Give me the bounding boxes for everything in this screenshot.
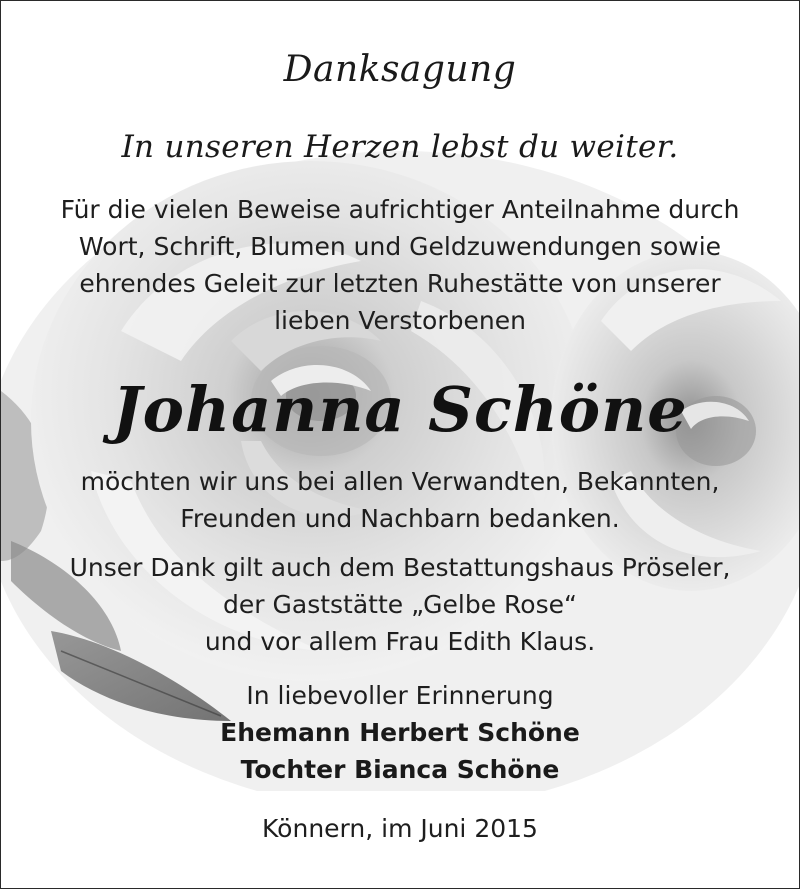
thanks-paragraph-3 [1, 549, 799, 660]
thanks-paragraph-2 [1, 463, 799, 537]
paragraph-line: möchten wir uns bei allen Verwandten, Bekannten, [80, 467, 720, 496]
paragraph-line: lieben Verstorbenen [274, 306, 526, 335]
heading: Danksagung [283, 49, 517, 90]
paragraph-line: der Gaststätte „Gelbe Rose“ [223, 590, 577, 619]
place-date: Könnern, im Juni 2015 [262, 814, 538, 843]
signer-husband: Ehemann Herbert Schöne [220, 718, 580, 747]
paragraph-line: und vor allem Frau Edith Klaus. [204, 627, 596, 656]
paragraph-line: Unser Dank gilt auch dem Bestattungshaus Pröseler, [69, 553, 731, 582]
paragraph-line: ehrendes Geleit zur letzten Ruhestätte von unserer [79, 269, 721, 298]
deceased-name: Johanna Schöne [112, 373, 688, 446]
motto: In unseren Herzen lebst du weiter. [121, 129, 679, 165]
paragraph-line: Freunden und Nachbarn bedanken. [180, 504, 620, 533]
notice-content [1, 1, 799, 888]
paragraph-line: Wort, Schrift, Blumen und Geldzuwendungen sowie [78, 232, 722, 261]
signer-daughter: Tochter Bianca Schöne [240, 755, 560, 784]
paragraph-line: Für die vielen Beweise aufrichtiger Anteilnahme durch [60, 195, 740, 224]
thanks-paragraph-1 [1, 191, 799, 339]
closing-line: In liebevoller Erinnerung [246, 681, 554, 710]
